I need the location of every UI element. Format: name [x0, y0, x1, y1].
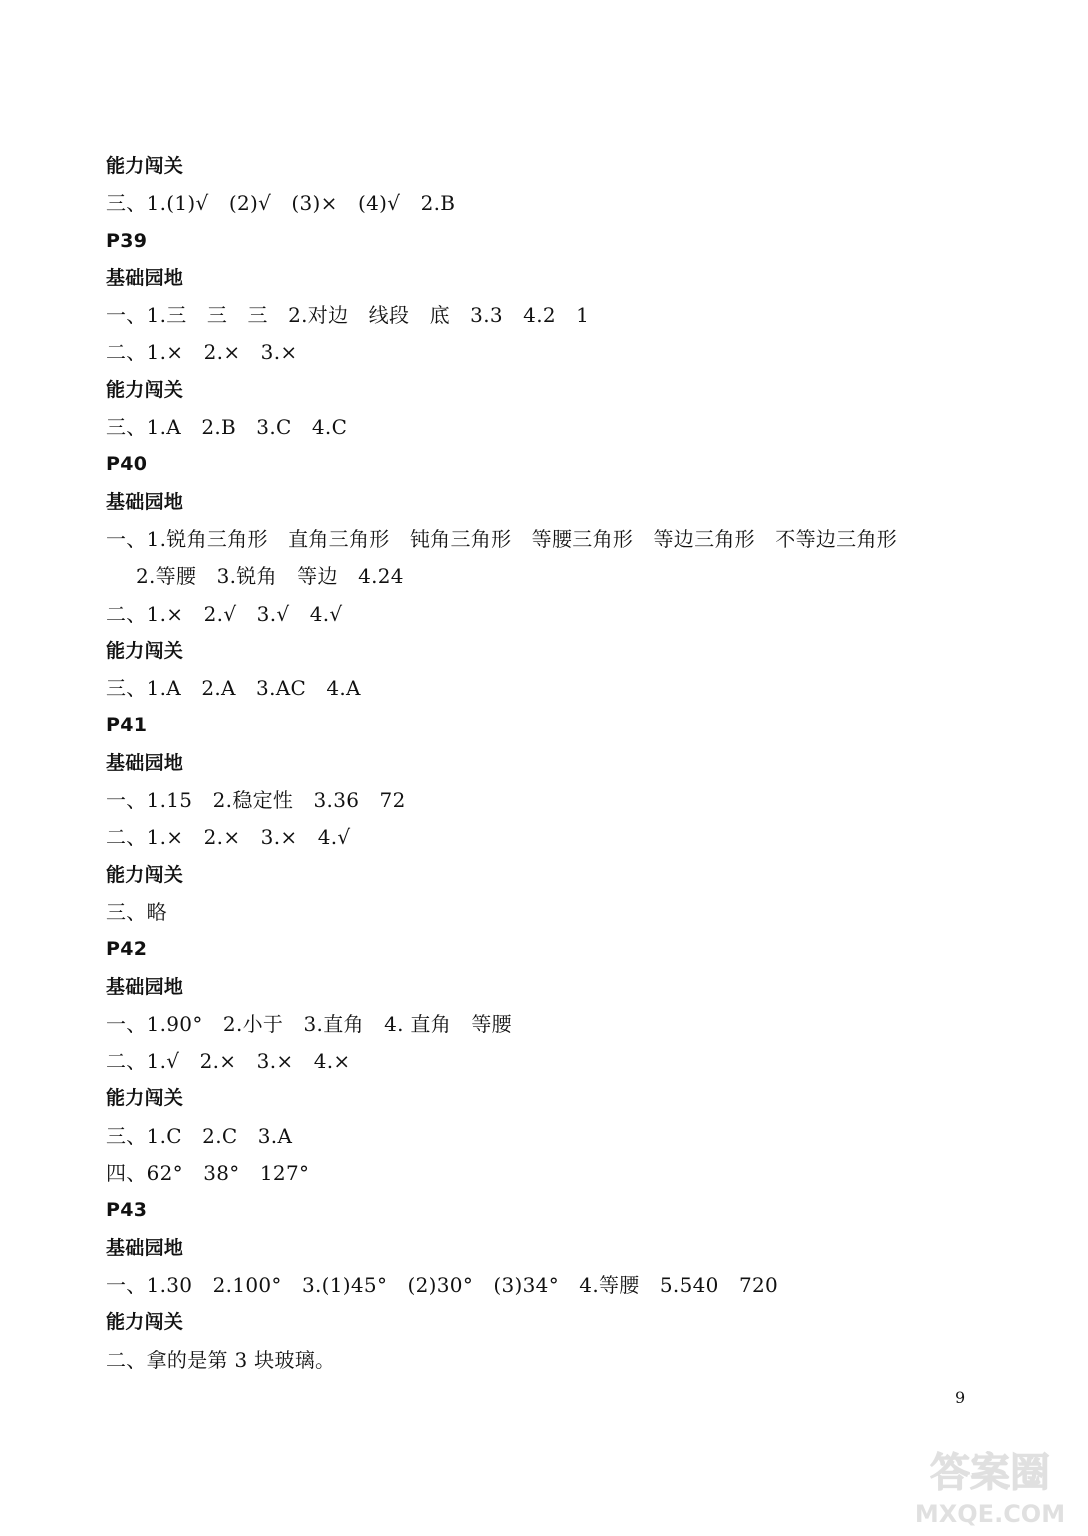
- answer-line: 二、拿的是第 3 块玻璃。: [106, 1347, 336, 1372]
- watermark-logo: [900, 1440, 1080, 1530]
- answer-line: 三、1.(1)√ (2)√ (3)× (4)√ 2.B: [106, 191, 456, 216]
- answer-line: 2.等腰 3.锐角 等边 4.24: [136, 564, 404, 589]
- section-heading: 基础园地: [106, 751, 184, 774]
- answer-line: 一、1.90° 2.小于 3.直角 4. 直角 等腰: [106, 1011, 512, 1036]
- answer-line: 二、1.√ 2.× 3.× 4.×: [106, 1049, 351, 1074]
- answer-line: 三、略: [106, 899, 167, 924]
- svg-text:MXQE.COM: MXQE.COM: [914, 1500, 1066, 1528]
- answer-line: 一、1.15 2.稳定性 3.36 72: [106, 788, 406, 813]
- section-heading: 能力闯关: [106, 1311, 184, 1334]
- answer-line: 四、62° 38° 127°: [106, 1161, 310, 1186]
- section-heading: 能力闯关: [106, 1087, 184, 1110]
- page-reference: P43: [106, 1199, 148, 1222]
- answer-line: 三、1.C 2.C 3.A: [106, 1123, 293, 1148]
- section-heading: 基础园地: [106, 975, 184, 998]
- page-number: 9: [955, 1388, 966, 1407]
- answer-line: 一、1.30 2.100° 3.(1)45° (2)30° (3)34° 4.等腰 5.540 720: [106, 1272, 779, 1297]
- svg-text:答案圈: 答案圈: [930, 1450, 1050, 1496]
- answer-lines: [106, 148, 1006, 1379]
- page-reference: P39: [106, 229, 148, 252]
- answer-line: 二、1.× 2.√ 3.√ 4.√: [106, 601, 343, 626]
- answer-line: 一、1.三 三 三 2.对边 线段 底 3.3 4.2 1: [106, 303, 590, 328]
- section-heading: 基础园地: [106, 490, 184, 513]
- answer-line: 三、1.A 2.A 3.AC 4.A: [106, 676, 361, 701]
- section-heading: 基础园地: [106, 1236, 184, 1259]
- answer-line: 三、1.A 2.B 3.C 4.C: [106, 415, 348, 440]
- section-heading: 能力闯关: [106, 155, 184, 177]
- page-reference: P40: [106, 453, 148, 476]
- answer-line: 一、1.锐角三角形 直角三角形 钝角三角形 等腰三角形 等边三角形 不等边三角形: [106, 526, 898, 551]
- answer-line: 二、1.× 2.× 3.×: [106, 340, 298, 365]
- section-heading: 能力闯关: [106, 639, 184, 662]
- page-reference: P42: [106, 938, 148, 961]
- section-heading: 能力闯关: [106, 863, 184, 886]
- section-heading: 基础园地: [106, 266, 184, 289]
- page-reference: P41: [106, 714, 148, 737]
- answer-line: 二、1.× 2.× 3.× 4.√: [106, 825, 351, 850]
- section-heading: 能力闯关: [106, 378, 184, 401]
